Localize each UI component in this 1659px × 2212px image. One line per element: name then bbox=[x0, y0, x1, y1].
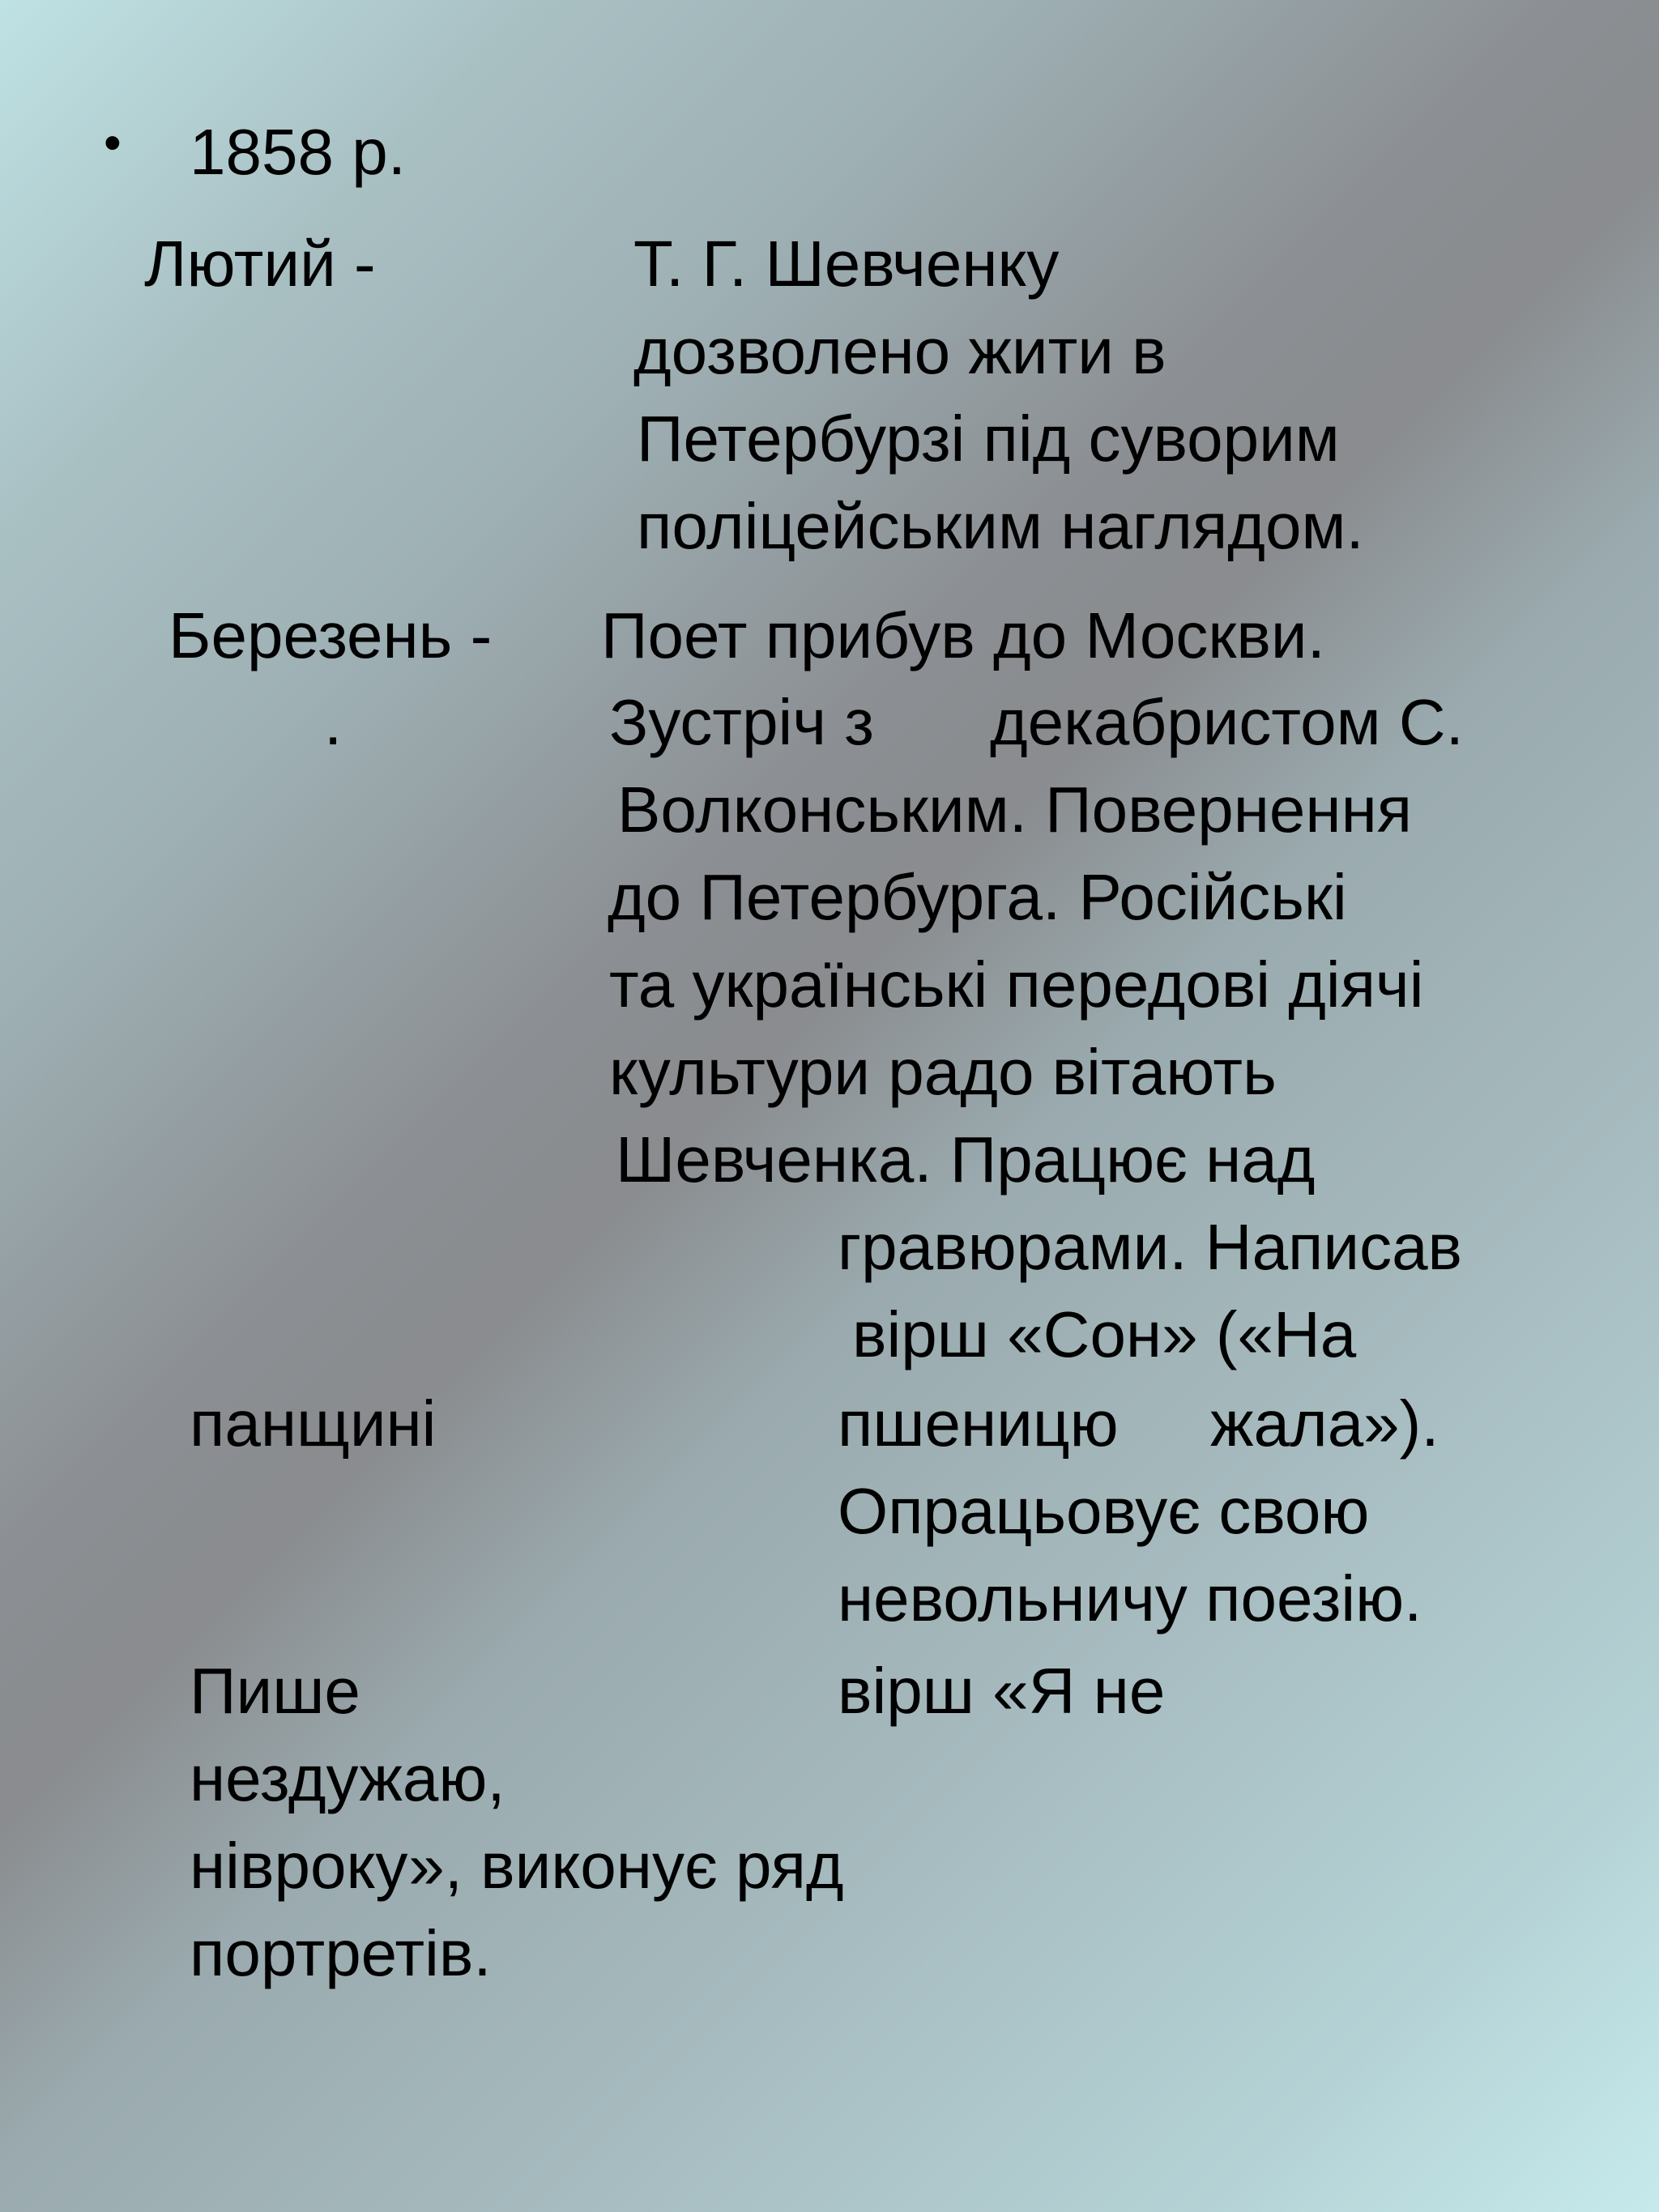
text-line: гравюрами. Написав bbox=[838, 1211, 1463, 1283]
text-line: . bbox=[324, 686, 343, 758]
text-line: невольничу поезію. bbox=[838, 1562, 1422, 1634]
text-line: жала»). bbox=[1210, 1387, 1439, 1460]
text-line: нездужаю, bbox=[190, 1742, 505, 1814]
text-line: Поет прибув до Москви. bbox=[601, 599, 1325, 671]
text-line: та українські передові діячі bbox=[609, 948, 1424, 1021]
text-line: Опрацьовує свою bbox=[838, 1475, 1370, 1547]
month-label-march: Березень - bbox=[168, 599, 493, 671]
text-line: портретів. bbox=[190, 1917, 492, 1989]
text-line: декабристом С. bbox=[990, 686, 1464, 758]
text-line: поліцейським наглядом. bbox=[637, 490, 1364, 562]
text-line: Волконським. Повернення bbox=[617, 774, 1413, 846]
text-line: культури радо вітають bbox=[609, 1036, 1277, 1108]
text-line: Зустріч з bbox=[609, 686, 874, 758]
text-line: вірш «Сон» («На bbox=[852, 1298, 1357, 1370]
text-line: панщині bbox=[190, 1387, 437, 1460]
text-line: до Петербурга. Російські bbox=[608, 861, 1347, 933]
month-label-february: Лютий - bbox=[144, 228, 376, 300]
text-line: нівроку», виконує ряд bbox=[190, 1830, 844, 1902]
text-line: пшеницю bbox=[838, 1387, 1119, 1460]
text-line: дозволено жити в bbox=[633, 315, 1166, 387]
text-line: вірш «Я не bbox=[838, 1655, 1166, 1727]
text-line: Т. Г. Шевченку bbox=[633, 228, 1060, 300]
year-heading: 1858 р. bbox=[190, 116, 406, 188]
bullet-icon: • bbox=[104, 115, 122, 171]
text-line: Пише bbox=[190, 1655, 360, 1727]
text-line: Петербурзі під суворим bbox=[637, 403, 1340, 475]
text-line: Шевченка. Працює над bbox=[616, 1123, 1316, 1196]
